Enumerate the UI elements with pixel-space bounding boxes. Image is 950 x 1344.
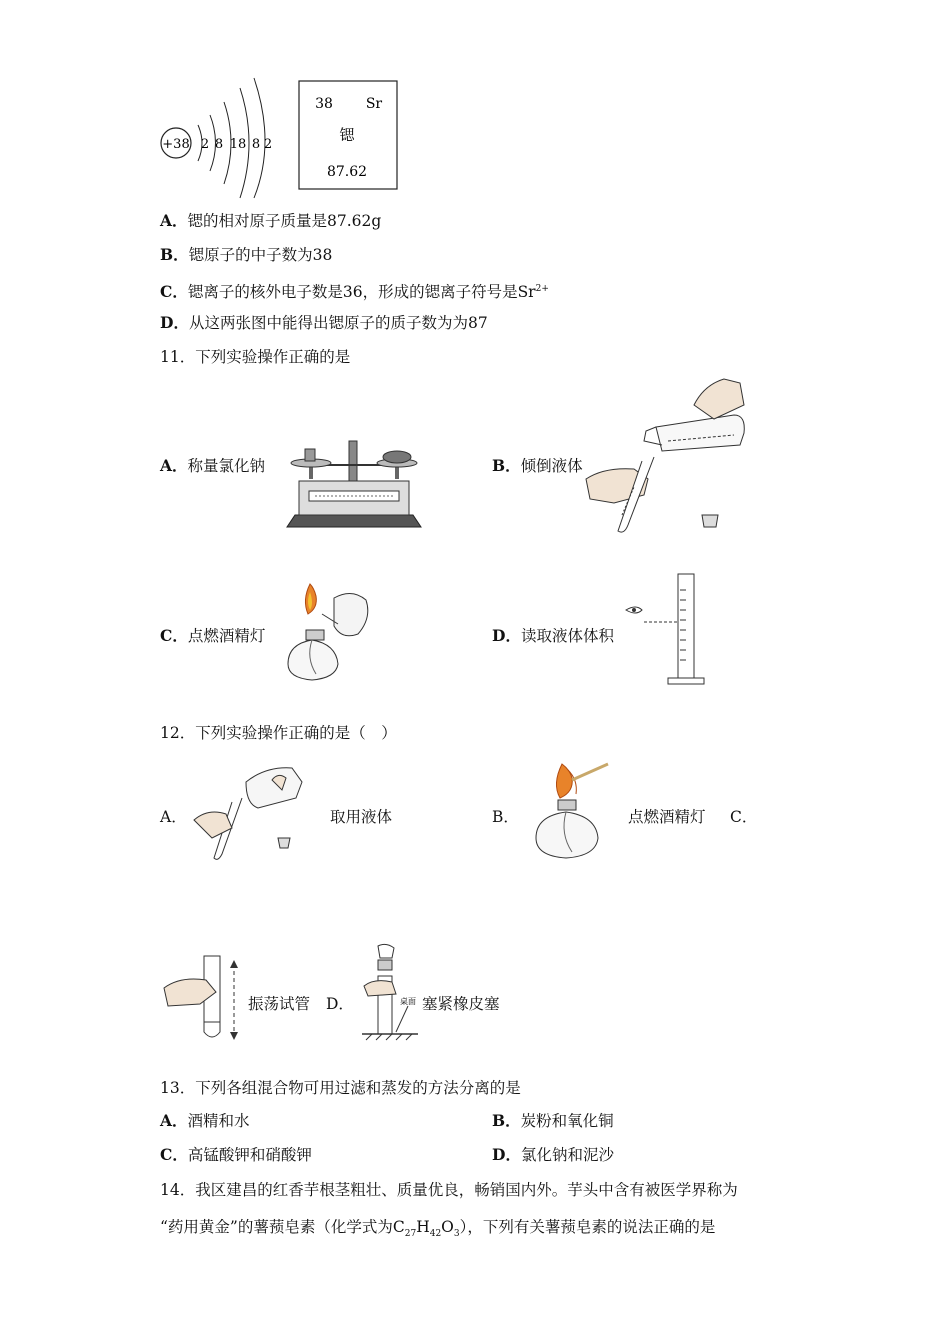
option-text: 锶的相对原子质量是87.62g [187, 212, 382, 230]
nucleus-charge: +38 [162, 137, 190, 152]
option-text: 倾倒液体 [520, 457, 583, 475]
q13-option-c [160, 1144, 312, 1166]
option-label: C． [160, 626, 188, 645]
q13-stem: 13．下列各组混合物可用过滤和蒸发的方法分离的是 [160, 1079, 521, 1097]
option-label: C． [160, 1145, 188, 1164]
q10-option-a [160, 210, 381, 232]
atomic-mass: 87.62 [326, 164, 368, 180]
lighting-lamp-figure [530, 758, 616, 862]
element-symbol: Sr [365, 96, 383, 112]
option-text: 酒精和水 [187, 1112, 250, 1130]
q11-option-b [492, 455, 583, 477]
q11-option-c [160, 625, 265, 647]
shell-electrons-1: 2 [200, 137, 210, 152]
q12-option-c-label: C． [730, 808, 758, 826]
option-label: B． [492, 456, 521, 475]
stopper-figure [360, 942, 420, 1042]
option-label: D． [160, 313, 189, 332]
option-text: 称量氯化钠 [187, 457, 266, 475]
q10-option-d [160, 312, 488, 334]
shell-electrons-3: 18 [229, 137, 247, 152]
q14-text-before-formula: “药用黄金”的薯蓣皂素（化学式为 [160, 1218, 393, 1236]
q11-option-a [160, 455, 265, 477]
shaking-test-tube-figure [160, 952, 246, 1044]
shell-electrons-5: 2 [263, 137, 273, 152]
q12-option-d-label: D． [326, 995, 354, 1013]
option-label: C． [160, 282, 188, 302]
shell-electrons-4: 8 [251, 137, 261, 152]
q14-text-after-formula: ），下列有关薯蓣皂素的说法正确的是 [459, 1218, 716, 1236]
q12-option-b-text: 点燃酒精灯 [628, 808, 706, 826]
option-label: B． [160, 245, 189, 264]
option-label: A． [160, 1111, 188, 1130]
option-text: 锶原子的中子数为38 [188, 246, 333, 264]
q13-option-a [160, 1110, 250, 1132]
shell-electrons-2: 8 [214, 137, 224, 152]
q14-line-1: 14．我区建昌的红香芋根茎粗壮、质量优良，畅销国内外。芋头中含有被医学界称为 [160, 1181, 738, 1199]
q12-option-d-text: 塞紧橡皮塞 [422, 995, 500, 1013]
q12-option-a-text: 取用液体 [330, 808, 393, 826]
q12-option-b-label: B． [492, 808, 519, 826]
taking-liquid-figure [192, 758, 310, 864]
option-text: 从这两张图中能得出锶原子的质子数为为87 [188, 314, 488, 332]
graduated-cylinder-figure [624, 570, 710, 688]
q12-stem: 12．下列实验操作正确的是（ ） [160, 724, 397, 742]
q11-stem: 11．下列实验操作正确的是 [160, 348, 351, 366]
atomic-number: 38 [315, 96, 333, 112]
q12-option-c-text: 振荡试管 [248, 995, 311, 1013]
ion-charge: 2+ [535, 284, 549, 294]
option-text: 氯化钠和泥沙 [520, 1146, 614, 1164]
option-label: A． [160, 211, 188, 230]
option-label: B． [492, 1111, 521, 1130]
periodic-table-cell [298, 80, 400, 192]
balance-scale-figure [285, 435, 423, 533]
option-text: 点燃酒精灯 [187, 627, 266, 645]
chemical-formula: $C_{27}H_{42}O_3$ [392, 1218, 460, 1240]
q13-option-b [492, 1110, 614, 1132]
option-label: A． [160, 456, 188, 475]
option-text: 锶离子的核外电子数是36，形成的锶离子符号是Sr [187, 283, 536, 302]
element-name: 锶 [339, 126, 355, 144]
option-text: 炭粉和氧化铜 [520, 1112, 614, 1130]
q14-line-2 [160, 1216, 715, 1245]
q10-option-c [160, 278, 549, 303]
q10-option-b [160, 244, 332, 266]
option-label: D． [492, 626, 521, 645]
option-text: 高锰酸钾和硝酸钾 [187, 1146, 312, 1164]
option-text: 读取液体体积 [520, 627, 614, 645]
q11-option-d [492, 625, 614, 647]
desk-label: 桌面 [400, 997, 416, 1006]
pouring-liquid-figure [584, 375, 754, 540]
strontium-atom-diagram [158, 70, 283, 200]
option-label: D． [492, 1145, 521, 1164]
lighting-alcohol-lamp-figure [282, 578, 382, 688]
q13-option-d [492, 1144, 614, 1166]
q12-option-a-label: A． [160, 808, 187, 826]
